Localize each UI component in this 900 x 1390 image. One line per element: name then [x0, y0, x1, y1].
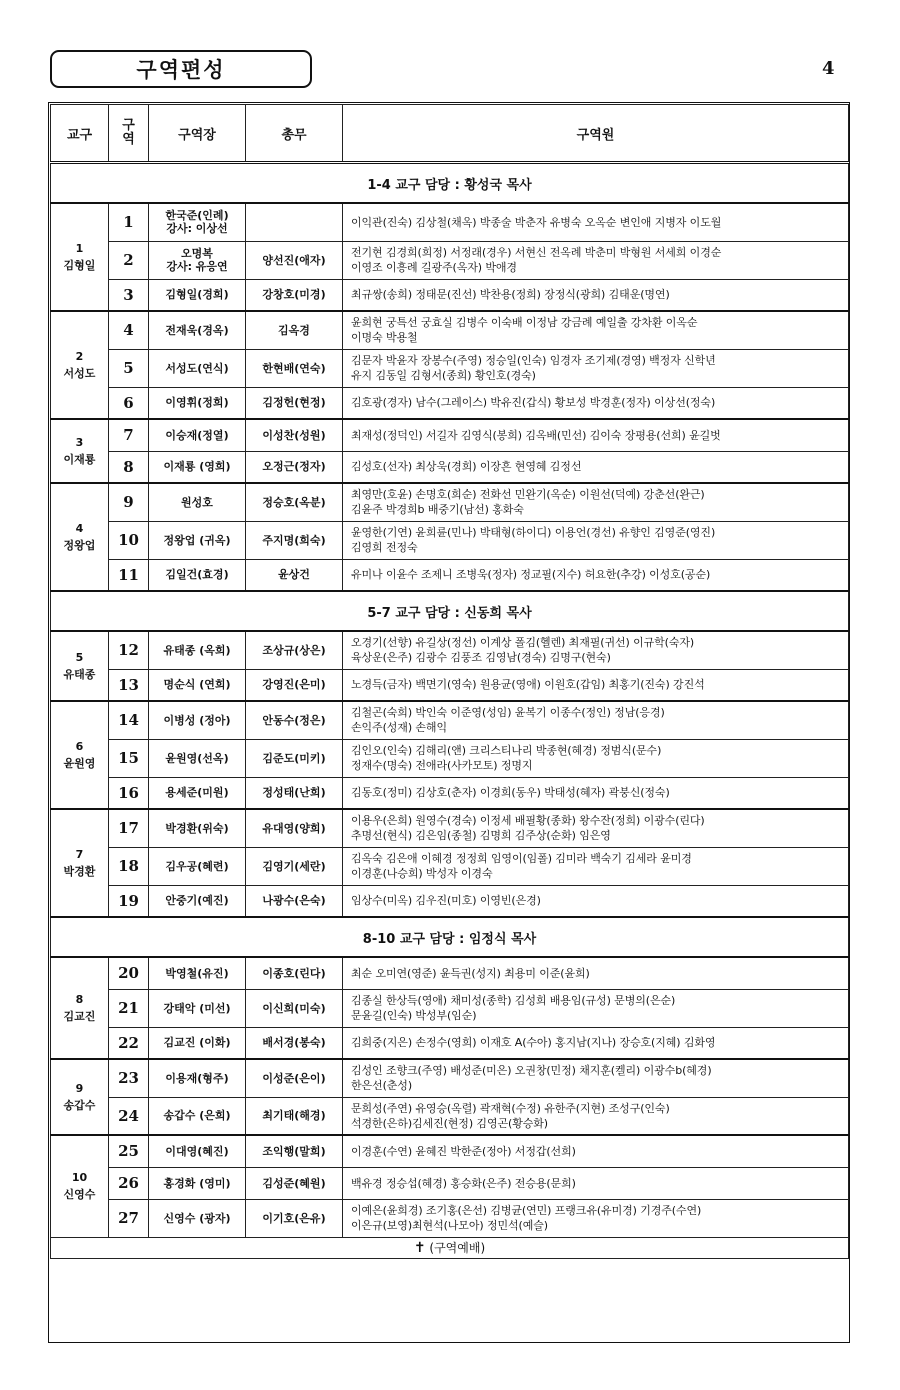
district-label: 4 정왕업: [51, 483, 109, 591]
zone-secretary: 김성준(혜원): [246, 1167, 343, 1199]
table-row: [51, 1199, 849, 1237]
zone-members: 노경득(금자) 백면기(영숙) 원용균(영애) 이원호(갑임) 최홍기(진숙) 강진석: [343, 669, 849, 701]
zone-leader: 정왕업 (귀옥): [149, 521, 246, 559]
district-label: 5 유태종: [51, 631, 109, 701]
zone-number: 19: [109, 885, 149, 917]
zone-leader: 전재욱(경옥): [149, 311, 246, 349]
table-row: [51, 559, 849, 591]
zone-members: 최재성(정덕인) 서길자 김영식(봉희) 김옥배(민선) 김이숙 장평용(선희) 윤길벗: [343, 419, 849, 451]
district-label: 3 이재룡: [51, 419, 109, 483]
zone-members: 윤영한(기연) 윤희륜(민나) 박태형(하이디) 이용언(경선) 유향인 김영준(영진) 김영희 전정숙: [343, 521, 849, 559]
zone-secretary: 나광수(은숙): [246, 885, 343, 917]
table-row: [51, 1135, 849, 1167]
zone-number: 4: [109, 311, 149, 349]
zone-members: 임상수(미옥) 김우진(미호) 이영빈(은경): [343, 885, 849, 917]
zone-leader: 박영철(유진): [149, 957, 246, 989]
zone-number: 13: [109, 669, 149, 701]
zone-secretary: 김영기(세란): [246, 847, 343, 885]
zone-secretary: 김옥경: [246, 311, 343, 349]
header-row: [51, 105, 849, 163]
zone-leader: 한국준(인례) 강사: 이상선: [149, 203, 246, 241]
zone-leader: 김우공(혜련): [149, 847, 246, 885]
zone-number: 3: [109, 279, 149, 311]
col-header-leader: 구역장: [149, 105, 246, 163]
col-header-members: 구역원: [343, 105, 849, 163]
zone-secretary: 강영진(은미): [246, 669, 343, 701]
zone-members: 김종실 한상득(영애) 채미성(종학) 김성희 배용임(규성) 문병의(은순) 문윤길(인숙) 박성부(임순): [343, 989, 849, 1027]
zone-leader: 강태악 (미선): [149, 989, 246, 1027]
zone-number: 27: [109, 1199, 149, 1237]
zone-members: 이경훈(수연) 윤혜진 박한준(정아) 서정갑(선희): [343, 1135, 849, 1167]
zone-leader: 이승재(정열): [149, 419, 246, 451]
zone-secretary: 주지명(희숙): [246, 521, 343, 559]
section-row: [51, 591, 849, 631]
footer-row: [51, 1237, 849, 1258]
zone-members: 이예은(윤희경) 조기홍(은선) 김병균(연민) 프랭크유(유미경) 기경주(수연) 이은규(보영)최현석(나모아) 정민석(예슬): [343, 1199, 849, 1237]
section-heading: 1-4 교구 담당 : 황성국 목사: [51, 163, 849, 204]
table-row: [51, 847, 849, 885]
zone-secretary: 이신희(미숙): [246, 989, 343, 1027]
zone-leader: 유태종 (옥희): [149, 631, 246, 669]
col-header-district: 교구: [51, 105, 109, 163]
zone-members: 김옥숙 김은애 이혜경 정정희 임영이(임폴) 김미라 백숙기 김세라 윤미경 이경훈(나승희) 박성자 이경숙: [343, 847, 849, 885]
section-row: [51, 917, 849, 957]
zone-secretary: 윤상건: [246, 559, 343, 591]
zone-leader: 신영수 (광자): [149, 1199, 246, 1237]
zone-number: 18: [109, 847, 149, 885]
zone-secretary: 김준도(미키): [246, 739, 343, 777]
col-header-zone: 구 역: [109, 105, 149, 163]
table-row: [51, 631, 849, 669]
table-row: [51, 483, 849, 521]
table-row: [51, 203, 849, 241]
zone-leader: 홍경화 (영미): [149, 1167, 246, 1199]
zone-secretary: 정승호(옥분): [246, 483, 343, 521]
zone-number: 22: [109, 1027, 149, 1059]
zone-secretary: 정성태(난희): [246, 777, 343, 809]
zone-secretary: 배서경(봉숙): [246, 1027, 343, 1059]
zone-members: 전기현 김경희(희정) 서정래(경우) 서현신 전옥례 박춘미 박형원 서세희 이경순 이영조 이흥례 길광주(옥자) 박애경: [343, 241, 849, 279]
col-header-secretary: 총무: [246, 105, 343, 163]
zone-leader: 송갑수 (은희): [149, 1097, 246, 1135]
district-label: 1 김형일: [51, 203, 109, 311]
zone-members: 김성호(선자) 최상욱(경희) 이장흔 현영혜 김정선: [343, 451, 849, 483]
zone-number: 21: [109, 989, 149, 1027]
zone-secretary: 이기호(은유): [246, 1199, 343, 1237]
zone-members: 윤희현 궁특선 궁효실 김병수 이숙배 이정남 강금례 예일출 강차환 이옥순 이명숙 박용철: [343, 311, 849, 349]
zone-number: 1: [109, 203, 149, 241]
zone-members: 김성인 조향크(주영) 배성준(미은) 오권창(민정) 채지훈(켈리) 이광수b(혜경) 한은선(춘성): [343, 1059, 849, 1097]
zone-leader: 오명복 강사: 유응연: [149, 241, 246, 279]
table-row: [51, 989, 849, 1027]
zone-members: 최순 오미연(영준) 윤득권(성지) 최용미 이준(윤희): [343, 957, 849, 989]
zone-leader: 김형일(경희): [149, 279, 246, 311]
table-row: [51, 451, 849, 483]
zone-members: 김희중(지은) 손정수(영희) 이재호 A(수아) 홍지남(지나) 장승호(지혜) 김화영: [343, 1027, 849, 1059]
district-label: 7 박경환: [51, 809, 109, 917]
zone-leader: 원성호: [149, 483, 246, 521]
zone-secretary: 안동수(정은): [246, 701, 343, 739]
footer-cell: [51, 1237, 849, 1258]
zone-members: 이익관(진숙) 김상철(채옥) 박종술 박춘자 유병숙 오옥순 변인애 지병자 이도월: [343, 203, 849, 241]
zone-leader: 김일건(효경): [149, 559, 246, 591]
zone-number: 7: [109, 419, 149, 451]
section-row: [51, 163, 849, 204]
zone-secretary: 최기태(해경): [246, 1097, 343, 1135]
zone-secretary: 김정헌(현정): [246, 387, 343, 419]
zone-secretary: 조상규(상은): [246, 631, 343, 669]
zone-leader: 서성도(연식): [149, 349, 246, 387]
zone-members: 김문자 박윤자 장봉수(주영) 정승일(인숙) 임경자 조기제(경영) 백정자 신학년 유지 김동일 김형서(종희) 황인호(경숙): [343, 349, 849, 387]
zone-secretary: 강창호(미경): [246, 279, 343, 311]
table-row: [51, 1167, 849, 1199]
zone-secretary: 이성준(은이): [246, 1059, 343, 1097]
zone-leader: 안중기(예진): [149, 885, 246, 917]
zone-leader: 이재룡 (영희): [149, 451, 246, 483]
zone-members: 김철곤(숙희) 박인숙 이준영(성임) 윤복기 이종수(정인) 정남(응경) 손익주(성재) 손해익: [343, 701, 849, 739]
zone-members: 유미나 이윤수 조제니 조병욱(정자) 정교필(지수) 허요한(추강) 이성호(공순): [343, 559, 849, 591]
section-heading: 8-10 교구 담당 : 임정식 목사: [51, 917, 849, 957]
zone-number: 2: [109, 241, 149, 279]
zone-number: 17: [109, 809, 149, 847]
zone-number: 23: [109, 1059, 149, 1097]
table-row: [51, 669, 849, 701]
footer-text: (구역예배): [429, 1241, 486, 1255]
table-row: [51, 777, 849, 809]
zone-number: 9: [109, 483, 149, 521]
zone-members: 오경기(선향) 유길상(정선) 이계상 폴김(헬렌) 최재필(귀선) 이규학(숙자) 육상운(은주) 김광수 김풍조 김영남(경숙) 김명구(현숙): [343, 631, 849, 669]
table-row: [51, 809, 849, 847]
zone-number: 20: [109, 957, 149, 989]
zone-number: 16: [109, 777, 149, 809]
zone-secretary: 이성찬(성원): [246, 419, 343, 451]
zone-members: 김호광(경자) 남수(그레이스) 박유진(갑식) 황보성 박경훈(정자) 이상선(정숙): [343, 387, 849, 419]
page-number: 4: [822, 58, 835, 79]
zone-number: 24: [109, 1097, 149, 1135]
zone-leader: 이병성 (정아): [149, 701, 246, 739]
zone-members: 문희성(주연) 유영승(옥렬) 곽재혁(수정) 유한주(지현) 조성구(인숙) 석경한(은하)김세진(현정) 김영곤(황승화): [343, 1097, 849, 1135]
table-row: [51, 521, 849, 559]
zone-number: 14: [109, 701, 149, 739]
table-row: [51, 349, 849, 387]
page-title: 구역편성: [136, 58, 226, 82]
zone-number: 11: [109, 559, 149, 591]
zone-secretary: 양선진(애자): [246, 241, 343, 279]
table-row: [51, 739, 849, 777]
zone-number: 8: [109, 451, 149, 483]
zone-leader: 윤원영(선옥): [149, 739, 246, 777]
page-title-box: [50, 50, 312, 88]
zone-members: 이용우(은희) 원영수(경숙) 이정세 배필황(종화) 왕수잔(정희) 이광수(린다) 추명선(현식) 김은임(종철) 김명희 김주상(순화) 임은영: [343, 809, 849, 847]
zone-leader: 김교진 (이화): [149, 1027, 246, 1059]
zone-secretary: 이종호(린다): [246, 957, 343, 989]
zone-leader: 명순식 (연희): [149, 669, 246, 701]
zone-number: 12: [109, 631, 149, 669]
zone-number: 15: [109, 739, 149, 777]
zone-secretary: 유대영(양희): [246, 809, 343, 847]
table-row: [51, 885, 849, 917]
zone-secretary: 오정근(정자): [246, 451, 343, 483]
zone-secretary: 조익행(말희): [246, 1135, 343, 1167]
zone-members: 김동호(정미) 김상호(춘자) 이경희(동우) 박태성(혜자) 곽붕신(정숙): [343, 777, 849, 809]
zone-members: 최영만(호윤) 손명호(희순) 전화선 민완기(옥순) 이원선(덕예) 강춘선(완근) 김윤주 박경희b 배중기(남선) 홍화숙: [343, 483, 849, 521]
table-row: [51, 241, 849, 279]
table-row: [51, 1097, 849, 1135]
table-row: [51, 1059, 849, 1097]
district-label: 9 송갑수: [51, 1059, 109, 1135]
zone-members: 백유경 정승섭(혜경) 홍승화(은주) 전승용(문희): [343, 1167, 849, 1199]
district-label: 8 김교진: [51, 957, 109, 1059]
zone-number: 25: [109, 1135, 149, 1167]
table-body: [51, 163, 849, 1238]
district-label: 10 신영수: [51, 1135, 109, 1237]
zone-members: 김인오(인숙) 김해리(앤) 크리스티나리 박종현(혜경) 정범식(문수) 정재수(명숙) 전애라(사카모토) 정명지: [343, 739, 849, 777]
zone-leader: 이용재(형주): [149, 1059, 246, 1097]
zone-secretary: [246, 203, 343, 241]
district-label: 6 윤원영: [51, 701, 109, 809]
zone-leader: 이영휘(정희): [149, 387, 246, 419]
zone-leader: 용세준(미원): [149, 777, 246, 809]
zone-table: [50, 104, 849, 1259]
zone-number: 5: [109, 349, 149, 387]
table-row: [51, 957, 849, 989]
table-row: [51, 311, 849, 349]
zone-number: 6: [109, 387, 149, 419]
section-heading: 5-7 교구 담당 : 신동희 목사: [51, 591, 849, 631]
table-row: [51, 1027, 849, 1059]
district-label: 2 서성도: [51, 311, 109, 419]
zone-number: 10: [109, 521, 149, 559]
zone-secretary: 한현배(연숙): [246, 349, 343, 387]
table-row: [51, 279, 849, 311]
table-row: [51, 387, 849, 419]
cross-icon: ✝: [413, 1240, 426, 1256]
zone-number: 26: [109, 1167, 149, 1199]
table-row: [51, 419, 849, 451]
table-row: [51, 701, 849, 739]
zone-members: 최규쌍(송희) 정태문(진선) 박찬용(정희) 장정식(광희) 김태운(명연): [343, 279, 849, 311]
zone-leader: 박경환(위숙): [149, 809, 246, 847]
zone-leader: 이대영(혜진): [149, 1135, 246, 1167]
